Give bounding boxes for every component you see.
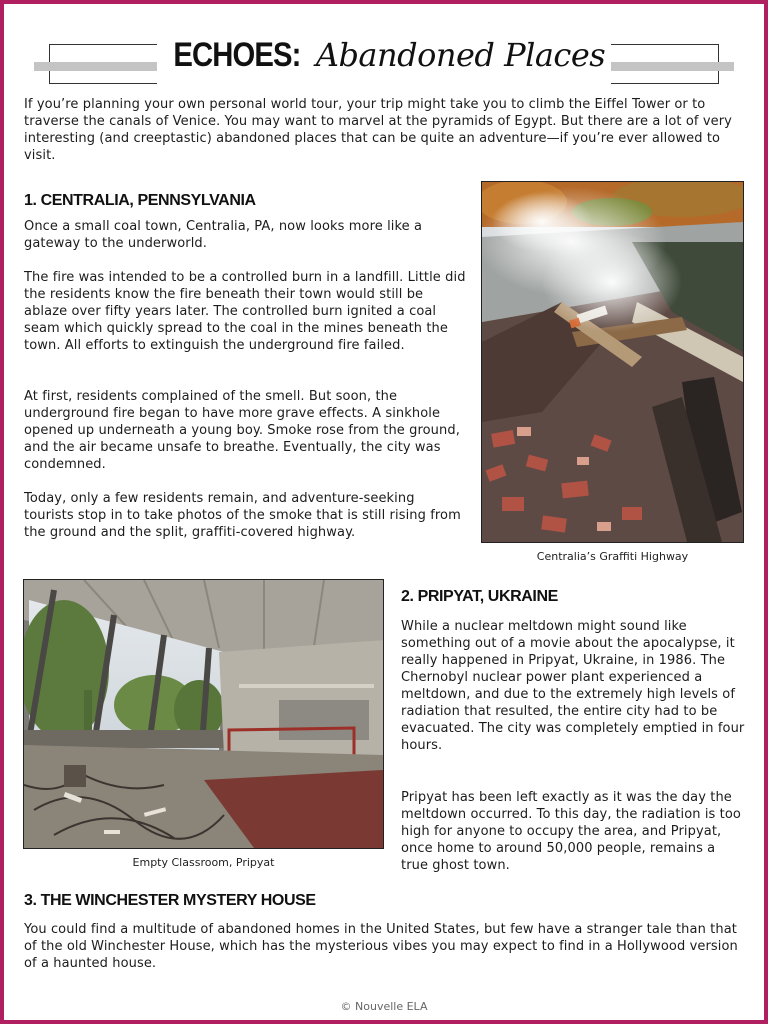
centralia-paragraph-3: At first, residents complained of the smell. But soon, the underground fire began to have more grave effects. A sinkhole opened up underneath a young boy. Smoke rose from the ground, and the air became unsafe to breathe. Eventually, the city was condemned. <box>24 389 460 472</box>
winchester-paragraph-1: You could find a multitude of abandoned homes in the United States, but few have a stranger tale than that of the old Winchester House, which has the mysterious vibes you may expect to find in a Hollywood version of a haunted house. <box>24 922 738 971</box>
title-script-text: Abandoned Places <box>315 36 606 74</box>
page-title <box>157 26 611 84</box>
centralia-caption: Centralia’s Graffiti Highway <box>536 550 689 563</box>
centralia-paragraph-1: Once a small coal town, Centralia, PA, now looks more like a gateway to the underworld. <box>24 219 423 251</box>
intro-paragraph: If you’re planning your own personal world tour, your trip might take you to climb the Eiffel Tower or to traverse the canals of Venice. You may want to marvel at the pyramids of Egypt. But there are a lot of very interesting (and creeptastic) abandoned places that can be quite an adventure—if you’re ever allowed to visit. <box>24 97 732 163</box>
centralia-paragraph-2: The fire was intended to be a controlled burn in a landfill. Little did the residents know the fire beneath their town would still be ablaze over fifty years later. The controlled burn ignited a coal seam which quickly spread to the coal in the mines beneath the town. All efforts to extinguish the underground fire failed. <box>24 270 466 353</box>
copyright-footer: © Nouvelle ELA <box>340 1000 428 1013</box>
pripyat-paragraph-1: While a nuclear meltdown might sound like something out of a movie about the apocalypse, it really happened in Pripyat, Ukraine, in 1986. The Chernobyl nuclear power plant experienced a meltdown, and due to the extremely high levels of radiation that resulted, the entire city had to be evacuated. The city was completely emptied in four hours. <box>401 619 745 753</box>
pripyat-caption: Empty Classroom, Pripyat <box>132 856 275 869</box>
page-header <box>0 0 768 100</box>
title-bold-text: ECHOES: <box>173 36 301 74</box>
section-heading-winchester: 3. THE WINCHESTER MYSTERY HOUSE <box>24 892 316 909</box>
centralia-paragraph-4: Today, only a few residents remain, and adventure-seeking tourists stop in to take photos of the smoke that is still rising from the ground and the split, graffiti-covered highway. <box>24 491 461 540</box>
pripyat-photo <box>23 579 384 849</box>
pripyat-paragraph-2: Pripyat has been left exactly as it was the day the meltdown occurred. To this day, the radiation is too high for anyone to occupy the area, and Pripyat, once home to around 50,000 people, remains a true ghost town. <box>401 790 741 873</box>
section-heading-centralia: 1. CENTRALIA, PENNSYLVANIA <box>24 192 256 209</box>
centralia-photo <box>481 181 744 543</box>
section-heading-pripyat: 2. PRIPYAT, UKRAINE <box>401 588 558 605</box>
